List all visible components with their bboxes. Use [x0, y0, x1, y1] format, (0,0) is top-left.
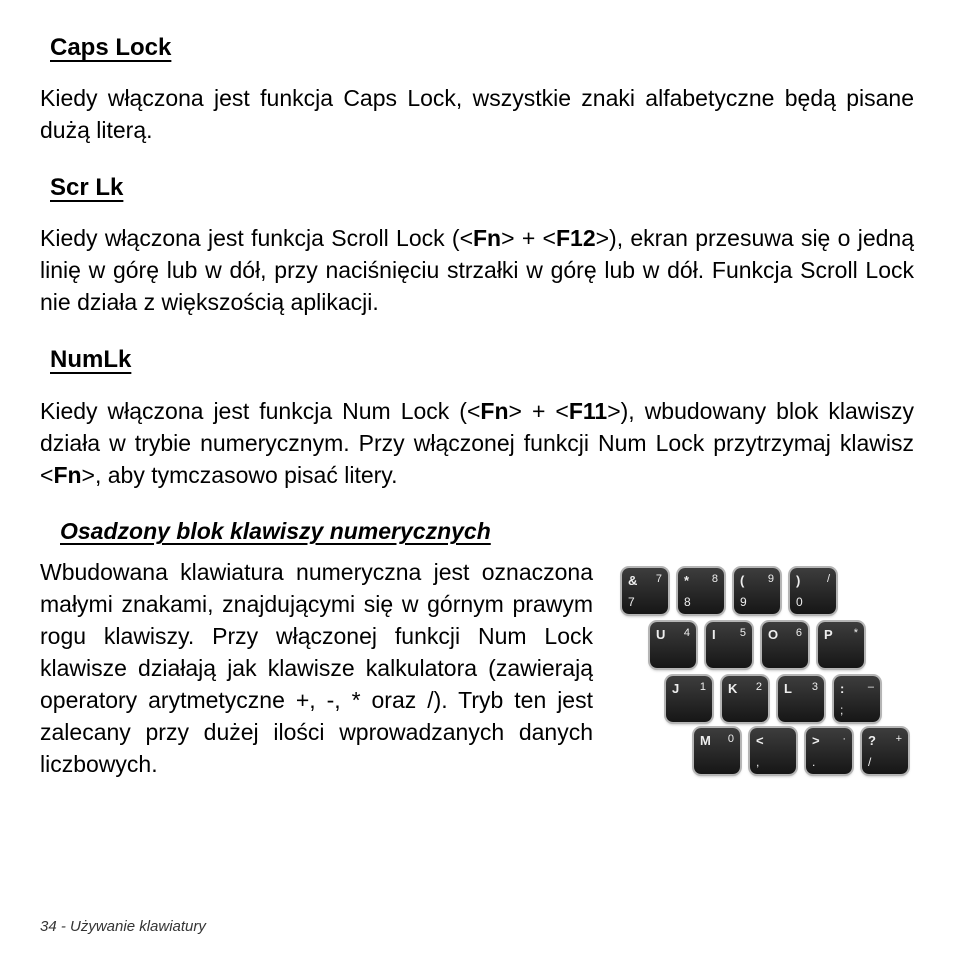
key-k: K 2 — [722, 676, 768, 722]
key-9: ( 9 9 — [734, 568, 780, 614]
key-semicolon: : – ; — [834, 676, 880, 722]
caps-lock-heading: Caps Lock — [50, 34, 172, 61]
fn-key-label: Fn — [480, 398, 509, 424]
key-slash: ? + / — [862, 728, 908, 774]
numeric-keypad-image — [614, 560, 914, 780]
scroll-lock-heading: Scr Lk — [50, 174, 124, 201]
key-i: I 5 — [706, 622, 752, 668]
caps-lock-paragraph: Kiedy włączona jest funkcja Caps Lock, wszystkie znaki alfabetyczne będą pisane dużą literą. — [40, 85, 914, 143]
key-j: J 1 — [666, 676, 712, 722]
key-comma: < , — [750, 728, 796, 774]
f11-key-label: F11 — [568, 398, 608, 424]
page-footer: 34 - Używanie klawiatury — [40, 918, 206, 935]
key-8: * 8 8 — [678, 568, 724, 614]
f12-key-label: F12 — [555, 225, 596, 251]
scroll-lock-paragraph: Kiedy włączona jest funkcja Scroll Lock (<Fn> + <F12>), ekran przesuwa się o jedną linię w górę lub w dół, przy naciśnięciu strzałki w górę lub w dół. Funkcja Scroll Lock nie działa z większością aplikacji. — [40, 225, 914, 315]
key-m: M 0 — [694, 728, 740, 774]
key-p: P * — [818, 622, 864, 668]
fn-key-label: Fn — [53, 462, 82, 488]
keypad-subheading: Osadzony blok klawiszy numerycznych — [60, 518, 491, 544]
key-0: ) / 0 — [790, 568, 836, 614]
key-u: U 4 — [650, 622, 696, 668]
fn-key-label: Fn — [473, 225, 502, 251]
key-7: & 7 7 — [622, 568, 668, 614]
keypad-paragraph: Wbudowana klawiatura numeryczna jest oznaczona małymi znakami, znajdującymi się w górnym prawym rogu klawiszy. Przy włączonej funkcji Num Lock klawisze działają jak klawisze kalkulatora (zawierają operatory arytmetyczne +, -, * oraz /). Tryb ten jest zalecany przy dużej ilości wprowadzanych danych liczbowych. — [40, 559, 593, 777]
key-o: O 6 — [762, 622, 808, 668]
num-lock-paragraph: Kiedy włączona jest funkcja Num Lock (<Fn> + <F11>), wbudowany blok klawiszy działa w trybie numerycznym. Przy włączonej funkcji Num Lock przytrzymaj klawisz <Fn>, aby tymczasowo pisać litery. — [40, 398, 914, 488]
key-l: L 3 — [778, 676, 824, 722]
num-lock-heading: NumLk — [50, 346, 132, 373]
key-period: > · . — [806, 728, 852, 774]
